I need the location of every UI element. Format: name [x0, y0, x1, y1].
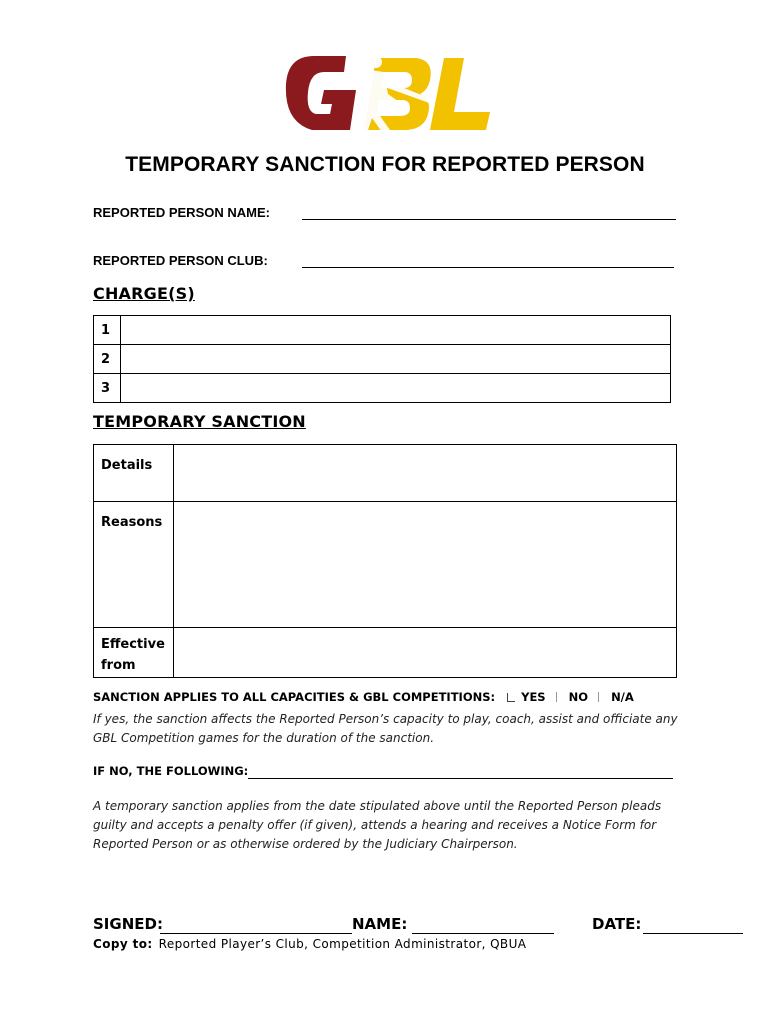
- signed-label: SIGNED:: [93, 915, 163, 933]
- effective-from-field[interactable]: [174, 628, 677, 678]
- charge-row: [94, 316, 671, 345]
- if-no-field[interactable]: [248, 778, 673, 779]
- details-field[interactable]: [174, 445, 677, 502]
- charge-entry-field[interactable]: [121, 316, 671, 345]
- charge-number: 2: [94, 345, 121, 374]
- charges-heading: CHARGE(S): [93, 284, 195, 303]
- reported-person-name-field[interactable]: [302, 219, 676, 220]
- if-yes-note: If yes, the sanction affects the Reported Person’s capacity to play, coach, assist and officiate any GBL Competition games for the duration of the sanction.: [93, 712, 678, 745]
- charge-entry-field[interactable]: [121, 374, 671, 403]
- reasons-label: Reasons: [94, 502, 174, 628]
- charge-entry-field[interactable]: [121, 345, 671, 374]
- temporary-sanction-heading: TEMPORARY SANCTION: [93, 412, 306, 431]
- gbl-logo-graphic: [284, 50, 490, 136]
- signed-field[interactable]: [160, 933, 352, 934]
- reasons-row: [94, 502, 677, 628]
- reasons-field[interactable]: [174, 502, 677, 628]
- charge-number: 1: [94, 316, 121, 345]
- copy-to-label: Copy to:: [93, 937, 153, 951]
- yes-label: YES: [521, 690, 546, 704]
- charge-number: 3: [94, 374, 121, 403]
- date-label: DATE:: [592, 915, 642, 933]
- charge-row: [94, 374, 671, 403]
- details-row: [94, 445, 677, 502]
- sanction-table: [93, 444, 677, 678]
- if-no-label: IF NO, THE FOLLOWING:: [93, 764, 249, 778]
- page-title: TEMPORARY SANCTION FOR REPORTED PERSON: [125, 153, 645, 176]
- na-option[interactable]: [611, 690, 634, 704]
- sanction-applies-label: SANCTION APPLIES TO ALL CAPACITIES & GBL COMPETITIONS:: [93, 690, 496, 704]
- no-option[interactable]: [569, 690, 588, 704]
- na-label: N/A: [611, 690, 634, 704]
- yes-option[interactable]: [507, 690, 545, 704]
- divider-mark: [556, 692, 557, 702]
- checkbox-icon: [507, 693, 515, 702]
- details-label: Details: [94, 445, 174, 502]
- reported-person-club-field[interactable]: [302, 267, 674, 268]
- effective-from-row: [94, 628, 677, 678]
- reported-person-club-label: REPORTED PERSON CLUB:: [93, 253, 268, 268]
- sanction-applies-row: [93, 690, 634, 704]
- date-field[interactable]: [643, 933, 743, 934]
- temporary-sanction-note: A temporary sanction applies from the date stipulated above until the Reported Person pleads guilty and accepts a penalty offer (if given), attends a hearing and receives a Notice Form for Reported Person or as otherwise ordered by the Judiciary Chairperson.: [93, 799, 662, 851]
- reported-person-name-label: REPORTED PERSON NAME:: [93, 205, 270, 220]
- name-label: NAME:: [352, 915, 408, 933]
- divider-mark: [598, 692, 599, 702]
- gbl-logo: [284, 50, 490, 136]
- charges-table: [93, 315, 671, 403]
- copy-to-row: [93, 937, 526, 951]
- copy-to-recipients: Reported Player’s Club, Competition Administrator, QBUA: [158, 937, 527, 951]
- no-label: NO: [568, 690, 589, 704]
- name-field[interactable]: [412, 933, 554, 934]
- charge-row: [94, 345, 671, 374]
- effective-from-label: Effective from: [94, 628, 174, 678]
